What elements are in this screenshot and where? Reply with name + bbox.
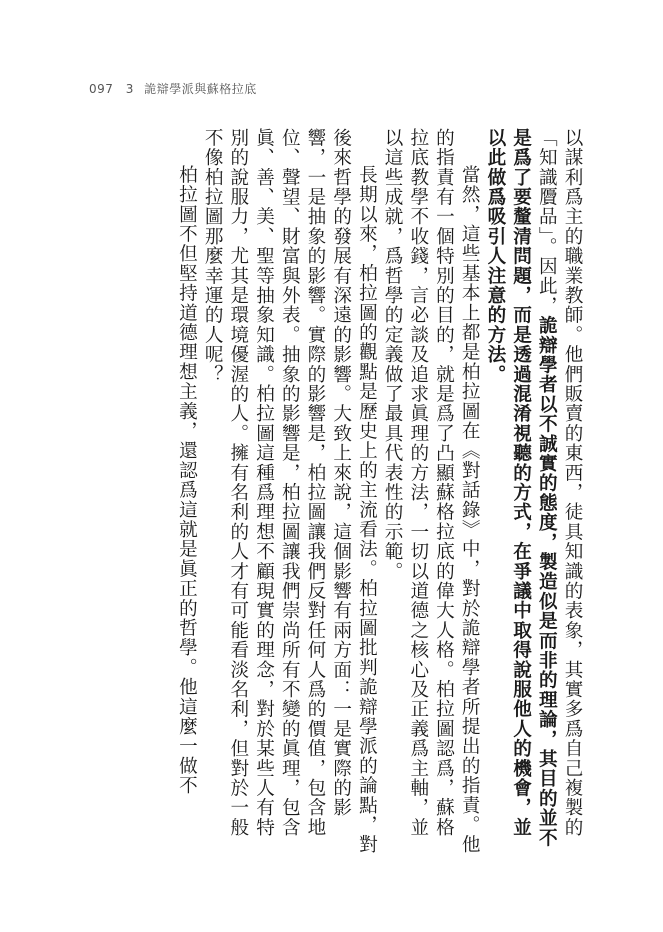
paragraph-text: 長期以來，柏拉圖的觀點是歷史上的主流看法。柏拉圖批判詭辯學派的論點，對後來哲學的發展有深遠的影響。大致上來說，這個影響有兩方面：一是實際的影響，一是抽象的影響。實際的影響是，柏拉圖讓我們反對任何人爲的價值，包含地位、聲望、財富與外表。抽象的影響是，柏拉圖讓我們崇尚所有不變的眞理，包含眞、善、美、聖等抽象知識。柏拉圖這種爲理想不顧現實的理念，對於某些人有特別的說服力，尤其是環境優渥的人。擁有名利的人才有可能看淡名利，但對於一般不像柏拉圖那麼幸運的人呢？: [202, 128, 378, 855]
emphasis-text: 詭辯學者以不誠實的態度，製造似是而非的理論，其目的並不是爲了要釐清問題，而是透過混淆視聽的方式，在爭議中取得說服他人的機會，並以此做爲吸引人注意的方法。: [484, 128, 558, 848]
paragraph-3: [199, 128, 379, 856]
paragraph-2: [379, 128, 482, 856]
paragraph-text: 當然，這些基本上都是柏拉圖在《對話錄》中，對於詭辯學者所提出的指責。他的指責有一個特別的目的，就是爲了凸顯蘇格拉底的偉大人格。柏拉圖認爲，蘇格拉底教學不收錢，言必談及追求眞理的方法，一切以道德之核心及正義爲主軸，並以這些成就，爲哲學的定義做了最具代表性的示範。: [382, 128, 481, 855]
paragraph-text: 以謀利爲主的職業教師。他們販賣的東西，徒具知識的表象，其實多爲自己複製的「知識贗品」。因此，: [536, 128, 583, 838]
running-header: [89, 80, 257, 97]
paragraph-4: [174, 128, 200, 856]
chapter-number: 3: [125, 82, 134, 96]
chapter-title: 詭辯學派與蘇格拉底: [144, 82, 257, 96]
body-text: [95, 128, 585, 856]
paragraph-text: 柏拉圖不但堅持道德理想主義，還認爲這就是眞正的哲學。他這麼一做不: [176, 165, 198, 796]
page-number: 097: [89, 82, 114, 96]
paragraph-1: [482, 128, 585, 856]
